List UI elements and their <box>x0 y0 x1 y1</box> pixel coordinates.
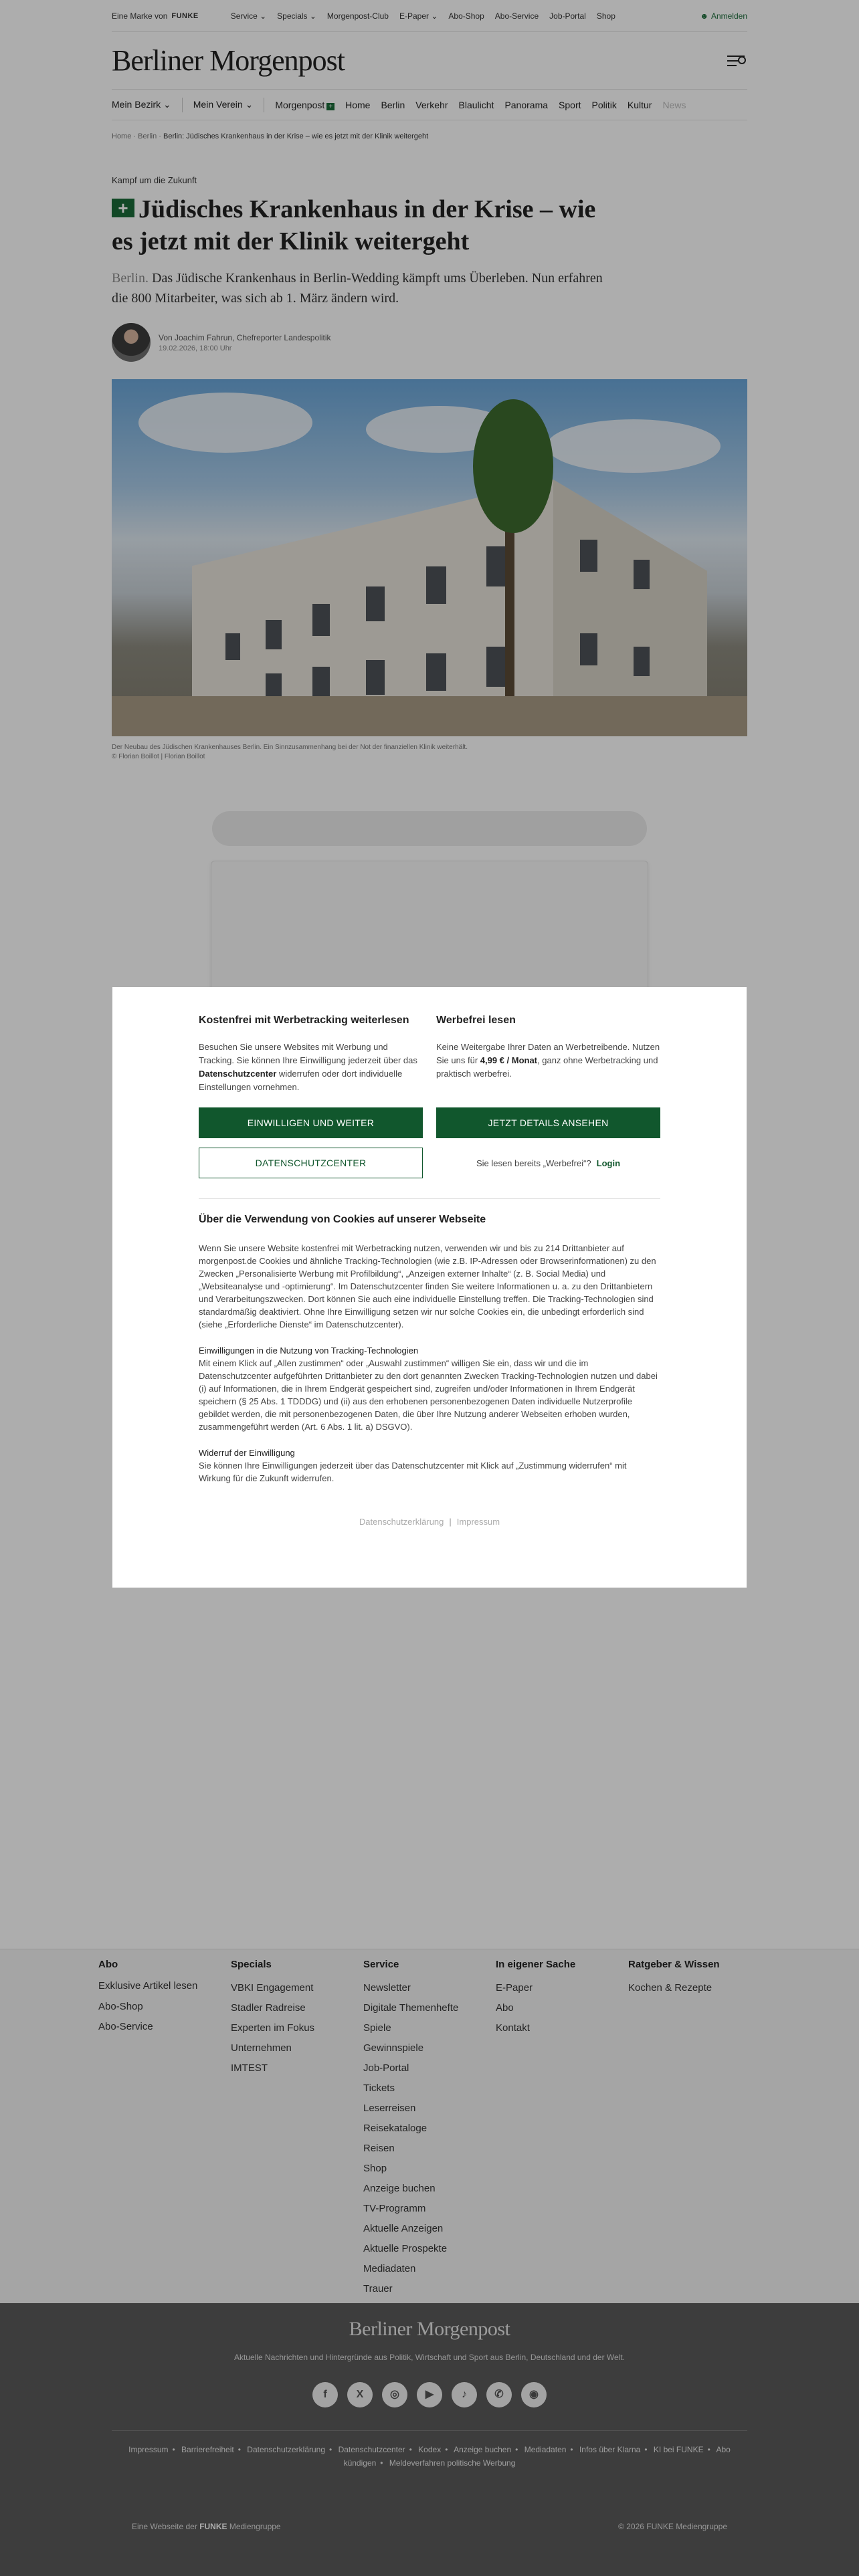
consent-text: Mit einem Klick auf „Allen zustimmen“ oder „Auswahl zustimmen“ willigen Sie ein, dass wir und die im Datenschutzcenter aufgeführten Drittanbieter zu den dort genannten Zwecken Tracking-Technologien nutzen und dabei (i) auf Informationen, die in Ihrem Endgerät gespeichert sind, zugreifen und/oder Informationen in Ihrem Endgerät speichern (§ 25 Abs. 1 TDDDG) und (ii) aus den erhobenen personenbezogenen Daten individuelle Nutzerprofile gebildet werden, die mit personenbezogenen Daten, die über Ihre Nutzung anderer Webseiten erhoben wurden, zusammengeführt werden (Art. 6 Abs. 1 lit. a) DSGVO). <box>199 1358 658 1432</box>
breadcrumb: Home · Berlin · Berlin: Jüdisches Krankenhaus in der Krise – wie es jetzt mit der Klinik weitergeht <box>112 132 429 140</box>
footer-link[interactable]: TV-Programm <box>363 2203 426 2214</box>
nav-home[interactable]: Home <box>345 99 371 110</box>
footer-link[interactable]: Stadler Radreise <box>231 2002 306 2014</box>
caption-credit: © Florian Boillot | Florian Boillot <box>112 753 205 760</box>
breadcrumb-berlin[interactable]: Berlin <box>138 132 157 140</box>
offer-free-text: Besuchen Sie unsere Websites mit Werbung und Tracking. Sie können Ihre Einwilligung jederzeit über das Datenschutzcenter widerrufen oder dort individuelle Einstellungen vornehmen. <box>199 1042 417 1092</box>
footer-link[interactable]: VBKI Engagement <box>231 1982 314 1994</box>
plus-badge: + <box>112 199 134 217</box>
footer-link[interactable]: Tickets <box>363 2082 395 2094</box>
funke-logo[interactable]: FUNKE <box>171 11 199 20</box>
offer-free <box>199 1012 423 1094</box>
footer-link[interactable]: Mediadaten <box>363 2263 416 2274</box>
site-logo[interactable]: Berliner Morgenpost <box>112 44 345 77</box>
divider <box>199 1198 660 1199</box>
legal-link[interactable]: Datenschutzerklärung <box>247 2445 326 2454</box>
consent-title: Einwilligungen in die Nutzung von Tracking-Technologien <box>199 1346 419 1356</box>
nav-morgenpost-label: Morgenpost <box>275 99 325 110</box>
offer-paid-title: Werbefrei lesen <box>436 1014 516 1026</box>
footer-link[interactable]: Leserreisen <box>363 2103 416 2114</box>
plus-badge: + <box>326 103 335 110</box>
nav-berlin[interactable]: Berlin <box>381 99 405 110</box>
footer-link[interactable]: Job-Portal <box>363 2062 409 2074</box>
offer-price: 4,99 € / Monat <box>480 1055 538 1065</box>
login-link[interactable]: Login <box>596 1158 621 1168</box>
already-subscribed <box>436 1148 660 1178</box>
footer-link[interactable]: Aktuelle Anzeigen <box>363 2223 444 2234</box>
details-button[interactable]: JETZT DETAILS ANSEHEN <box>436 1107 660 1138</box>
rss-icon[interactable]: ◉ <box>521 2382 547 2407</box>
consent-modal <box>112 987 747 1588</box>
copyright: © 2026 FUNKE Mediengruppe <box>618 2522 727 2531</box>
footer-link[interactable]: Reisen <box>363 2143 395 2154</box>
footer-link[interactable]: E-Paper <box>496 1982 533 1994</box>
brand-note-text: Eine Marke von <box>112 11 168 21</box>
legal-link[interactable]: Impressum <box>128 2445 169 2454</box>
facebook-icon[interactable]: f <box>312 2382 338 2407</box>
withdraw-text: Sie können Ihre Einwilligungen jederzeit über das Datenschutzcenter mit Klick auf „Zustimmung widerrufen“ mit Wirkung für die Zukunft widerrufen. <box>199 1461 627 1483</box>
footer-link[interactable]: Spiele <box>363 2022 391 2034</box>
legal-link[interactable]: Kodex <box>418 2445 442 2454</box>
top-nav-specials[interactable]: Specials ⌄ <box>277 11 316 21</box>
privacy-center-button[interactable]: DATENSCHUTZCENTER <box>199 1148 423 1178</box>
footer-link[interactable]: Digitale Themenhefte <box>363 2002 459 2014</box>
legal-link[interactable]: Meldeverfahren politische Werbung <box>389 2458 516 2468</box>
nav-sport[interactable]: Sport <box>559 99 581 110</box>
nav-mein-verein[interactable]: Mein Verein ⌄ <box>193 99 254 110</box>
cookie-text: Wenn Sie unsere Website kostenfrei mit Werbetracking nutzen, verwenden wir und bis zu 214 Drittanbieter auf morgenpost.de Cookies und ähnliche Tracking-Technologien (wie z.B. IP-Adressen oder Browserinformationen) zu den Zwecken „Personalisierte Werbung mit Profilbildung“, „Anzeigen externer Inhalte“ (z. B. Social Media) und „Websiteanalyse und -optimierung“. Im Datenschutzcenter finden Sie weitere Informationen u. a. zu den Drittanbietern und Verarbeitungszwecken. Dort können Sie auch eine individuelle Einstellung treffen. Die Tracking-Technologien sind standardmäßig deaktiviert. Ohne Ihre Einwilligung setzen wir nur solche Cookies ein, die unbedingt erforderlich sind (siehe „Erforderliche Dienste“ im Datenschutzcenter). <box>199 1243 656 1329</box>
legal-link[interactable]: Mediadaten <box>524 2445 567 2454</box>
top-nav-abo-service[interactable]: Abo-Service <box>494 11 539 21</box>
top-nav-shop[interactable]: Shop <box>596 11 615 21</box>
consent-accept-button[interactable]: EINWILLIGEN UND WEITER <box>199 1107 423 1138</box>
consent-section <box>199 1344 660 1433</box>
whatsapp-icon[interactable]: ✆ <box>486 2382 512 2407</box>
footer-link[interactable]: Gewinnspiele <box>363 2042 424 2054</box>
offer-paid-text: Keine Weitergabe Ihrer Daten an Werbetreibende. Nutzen Sie uns für 4,99 € / Monat, ganz ohne Werbetracking und praktisch werbefrei. <box>436 1042 660 1079</box>
footer-link[interactable]: Unternehmen <box>231 2042 292 2054</box>
privacy-center-link[interactable]: Datenschutzcenter <box>199 1069 277 1079</box>
footer-link[interactable]: Abo-Service <box>98 2021 153 2032</box>
footer-link[interactable]: Abo <box>496 2002 514 2014</box>
nav-verkehr[interactable]: Verkehr <box>415 99 448 110</box>
footer-col-title: Abo <box>98 1959 118 1970</box>
footer-tagline: Aktuelle Nachrichten und Hintergründe aus Politik, Wirtschaft und Sport aus Berlin, Deutschland und der Welt. <box>233 2353 626 2362</box>
offer-paid <box>436 1012 660 1094</box>
footer-link[interactable]: Exklusive Artikel lesen <box>98 1980 198 1992</box>
caption-text: Der Neubau des Jüdischen Krankenhauses Berlin. Ein Sinnzusammenhang bei der Not der finanziellen Klinik weiterhält. <box>112 744 468 751</box>
article-kicker: Kampf um die Zukunft <box>112 175 197 185</box>
top-nav-job-portal[interactable]: Job-Portal <box>549 11 586 21</box>
nav-news[interactable]: News <box>662 99 686 110</box>
modal-links: Datenschutzerklärung | Impressum <box>359 1517 500 1527</box>
nav-panorama[interactable]: Panorama <box>504 99 549 110</box>
teaser-location: Berlin. <box>112 271 149 286</box>
nav-mein-bezirk[interactable]: Mein Bezirk ⌄ <box>112 99 171 110</box>
top-nav-club[interactable]: Morgenpost-Club <box>326 11 389 21</box>
legal-link[interactable]: Abo kündigen <box>343 2445 731 2468</box>
top-nav-abo-shop[interactable]: Abo-Shop <box>448 11 484 21</box>
headline-text: Jüdisches Krankenhaus in der Krise – wie es jetzt mit der Klinik weitergeht <box>112 195 596 255</box>
legal-links: Impressum • Barrierefreiheit • Datenschutzerklärung • Datenschutzcenter • Kodex • Anzeige buchen • Mediadaten • Infos über Klarna • KI bei FUNKE • Abo kündigen • Meldeverfahren politische Werbung <box>112 2430 747 2470</box>
footer-col-title: Service <box>363 1959 399 1970</box>
legal-link[interactable]: Anzeige buchen <box>454 2445 512 2454</box>
withdraw-section <box>199 1446 660 1485</box>
cookie-title: Über die Verwendung von Cookies auf unserer Webseite <box>199 1214 486 1225</box>
footer-link[interactable]: Aktuelle Prospekte <box>363 2243 448 2254</box>
tiktok-icon[interactable]: ♪ <box>452 2382 477 2407</box>
footer-link[interactable]: Experten im Fokus <box>231 2022 315 2034</box>
nav-kultur[interactable]: Kultur <box>627 99 652 110</box>
nav-blaulicht[interactable]: Blaulicht <box>458 99 494 110</box>
publish-date: 19.02.2026, 18:00 Uhr <box>159 344 232 352</box>
footer-col-title: Specials <box>231 1959 272 1970</box>
top-nav-service[interactable]: Service ⌄ <box>230 11 267 21</box>
footer-link[interactable]: Kontakt <box>496 2022 530 2034</box>
withdraw-title: Widerruf der Einwilligung <box>199 1448 295 1458</box>
user-icon: ☻ <box>700 11 708 21</box>
footer-link[interactable]: Shop <box>363 2163 387 2174</box>
already-text: Sie lesen bereits „Werbefrei“? <box>476 1158 591 1168</box>
footer-logo[interactable]: Berliner Morgenpost <box>349 2318 510 2340</box>
footer-link[interactable]: Abo-Shop <box>98 2001 143 2012</box>
footer-col-title: Ratgeber & Wissen <box>628 1959 720 1970</box>
top-nav-epaper[interactable]: E-Paper ⌄ <box>399 11 438 21</box>
nav-politik[interactable]: Politik <box>591 99 617 110</box>
login-label: Anmelden <box>710 11 747 21</box>
footer-link[interactable]: Kochen & Rezepte <box>628 1982 712 1994</box>
x-icon[interactable]: X <box>347 2382 373 2407</box>
legal-link[interactable]: Datenschutzcenter <box>338 2445 405 2454</box>
privacy-policy-link[interactable]: Datenschutzerklärung <box>359 1517 444 1527</box>
imprint-link[interactable]: Impressum <box>456 1517 500 1527</box>
footer-col-title: In eigener Sache <box>496 1959 576 1970</box>
offer-free-title: Kostenfrei mit Werbetracking weiterlesen <box>199 1014 409 1026</box>
youtube-icon[interactable]: ▶ <box>417 2382 442 2407</box>
author-name[interactable]: Von Joachim Fahrun, Chefreporter Landespolitik <box>159 332 331 342</box>
legal-link[interactable]: Infos über Klarna <box>579 2445 641 2454</box>
legal-link[interactable]: KI bei FUNKE <box>653 2445 704 2454</box>
instagram-icon[interactable]: ◎ <box>382 2382 407 2407</box>
footer-link[interactable]: Newsletter <box>363 1982 411 1994</box>
footer-link[interactable]: IMTEST <box>231 2062 268 2074</box>
footer-link[interactable]: Reisekataloge <box>363 2123 427 2134</box>
footer-link[interactable]: Anzeige buchen <box>363 2183 436 2194</box>
footer-link[interactable]: Trauer <box>363 2283 393 2294</box>
breadcrumb-current: Berlin: Jüdisches Krankenhaus in der Krise – wie es jetzt mit der Klinik weitergeht <box>163 132 429 140</box>
teaser-text: Das Jüdische Krankenhaus in Berlin-Wedding kämpft ums Überleben. Nun erfahren die 800 Mitarbeiter, was sich ab 1. März ändern wird. <box>112 271 603 306</box>
footer-publisher: Eine Webseite der FUNKE Mediengruppe <box>132 2522 281 2531</box>
breadcrumb-home[interactable]: Home <box>112 132 132 140</box>
legal-link[interactable]: Barrierefreiheit <box>181 2445 234 2454</box>
funke-logo[interactable]: FUNKE <box>199 2522 227 2531</box>
